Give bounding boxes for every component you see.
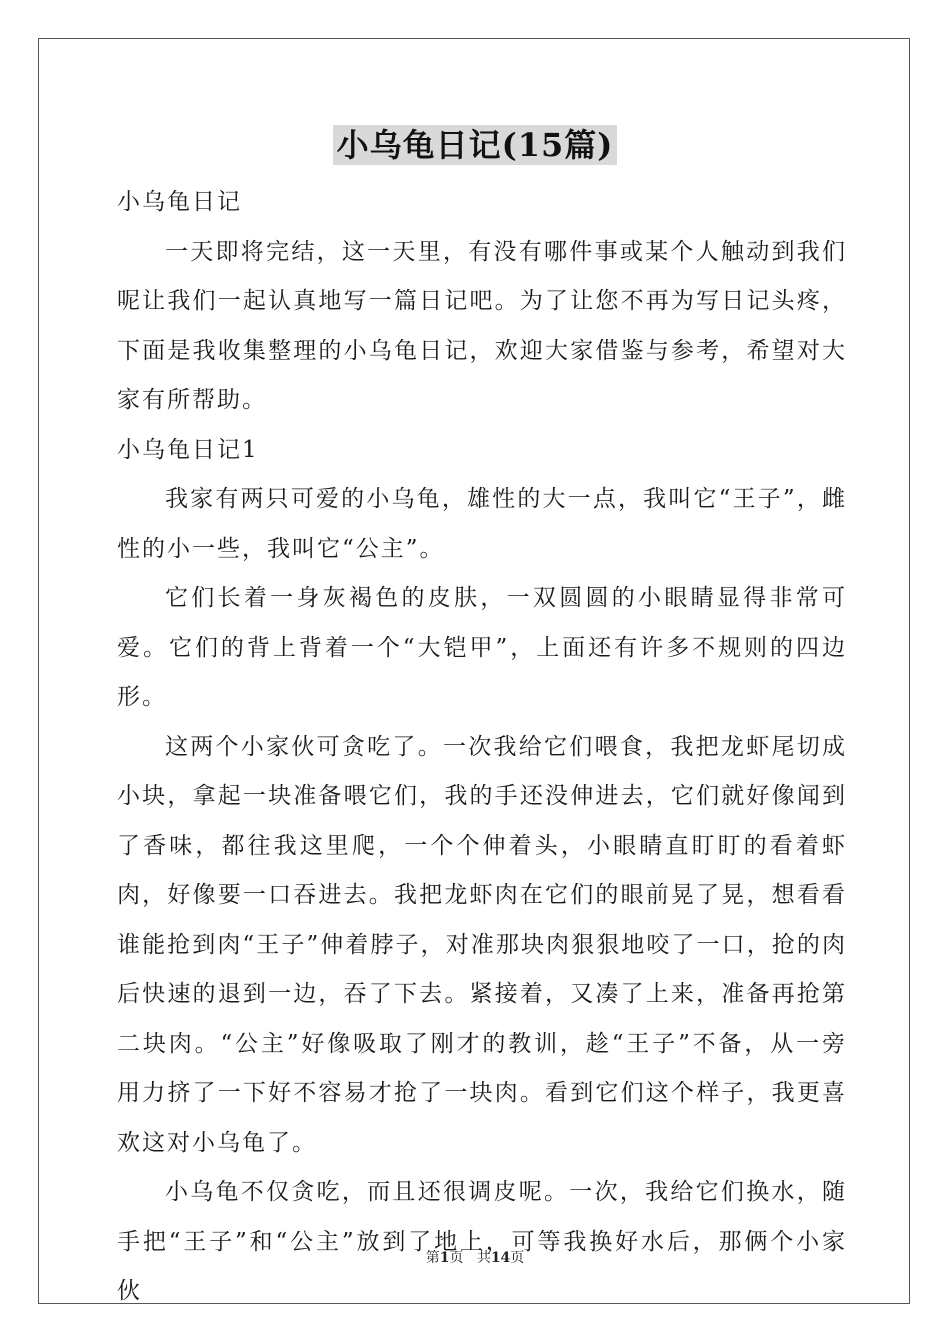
paragraph: 我家有两只可爱的小乌龟，雄性的大一点，我叫它“王子”，雌性的小一些，我叫它“公主”。 <box>117 486 847 562</box>
paragraph: 它们长着一身灰褐色的皮肤，一双圆圆的小眼睛显得非常可爱。它们的背上背着一个“大铠甲”，上面还有许多不规则的四边形。 <box>117 585 847 710</box>
footer-page-suffix: 页 <box>449 1250 464 1266</box>
footer-total-prefix: 共 <box>476 1250 491 1266</box>
paragraph: 一天即将完结，这一天里，有没有哪件事或某个人触动到我们呢让我们一起认真地写一篇日记吧。为了让您不再为写日记头疼，下面是我收集整理的小乌龟日记，欢迎大家借鉴与参考，希望对大家有所帮助。 <box>117 238 847 413</box>
footer-prefix: 第 <box>425 1250 440 1266</box>
document-body <box>117 178 847 1317</box>
footer-total-pages: 14 <box>490 1250 511 1266</box>
title-container <box>0 125 950 165</box>
paragraph: 小乌龟不仅贪吃，而且还很调皮呢。一次，我给它们换水，随手把“王子”和“公主”放到了地上，可等我换好水后，那俩个小家伙 <box>117 1179 847 1304</box>
footer-page-number: 1 <box>439 1250 450 1266</box>
page-footer <box>0 1247 950 1267</box>
footer-total-suffix: 页 <box>510 1250 525 1266</box>
section-heading: 小乌龟日记 <box>117 189 242 215</box>
section-heading: 小乌龟日记1 <box>117 436 259 463</box>
page-title: 小乌龟日记(15篇) <box>333 125 618 165</box>
paragraph: 这两个小家伙可贪吃了。一次我给它们喂食，我把龙虾尾切成小块，拿起一块准备喂它们，我的手还没伸进去，它们就好像闻到了香味，都往我这里爬，一个个伸着头，小眼睛直盯盯的看着虾肉，好像要一口吞进去。我把龙虾肉在它们的眼前晃了晃，想看看谁能抢到肉“王子”伸着脖子，对准那块肉狠狠地咬了一口，抢的肉后快速的退到一边，吞了下去。紧接着，又凑了上来，准备再抢第二块肉。“公主”好像吸取了刚才的教训，趁“王子”不备，从一旁用力挤了一下好不容易才抢了一块肉。看到它们这个样子，我更喜欢这对小乌龟了。 <box>117 733 847 1156</box>
